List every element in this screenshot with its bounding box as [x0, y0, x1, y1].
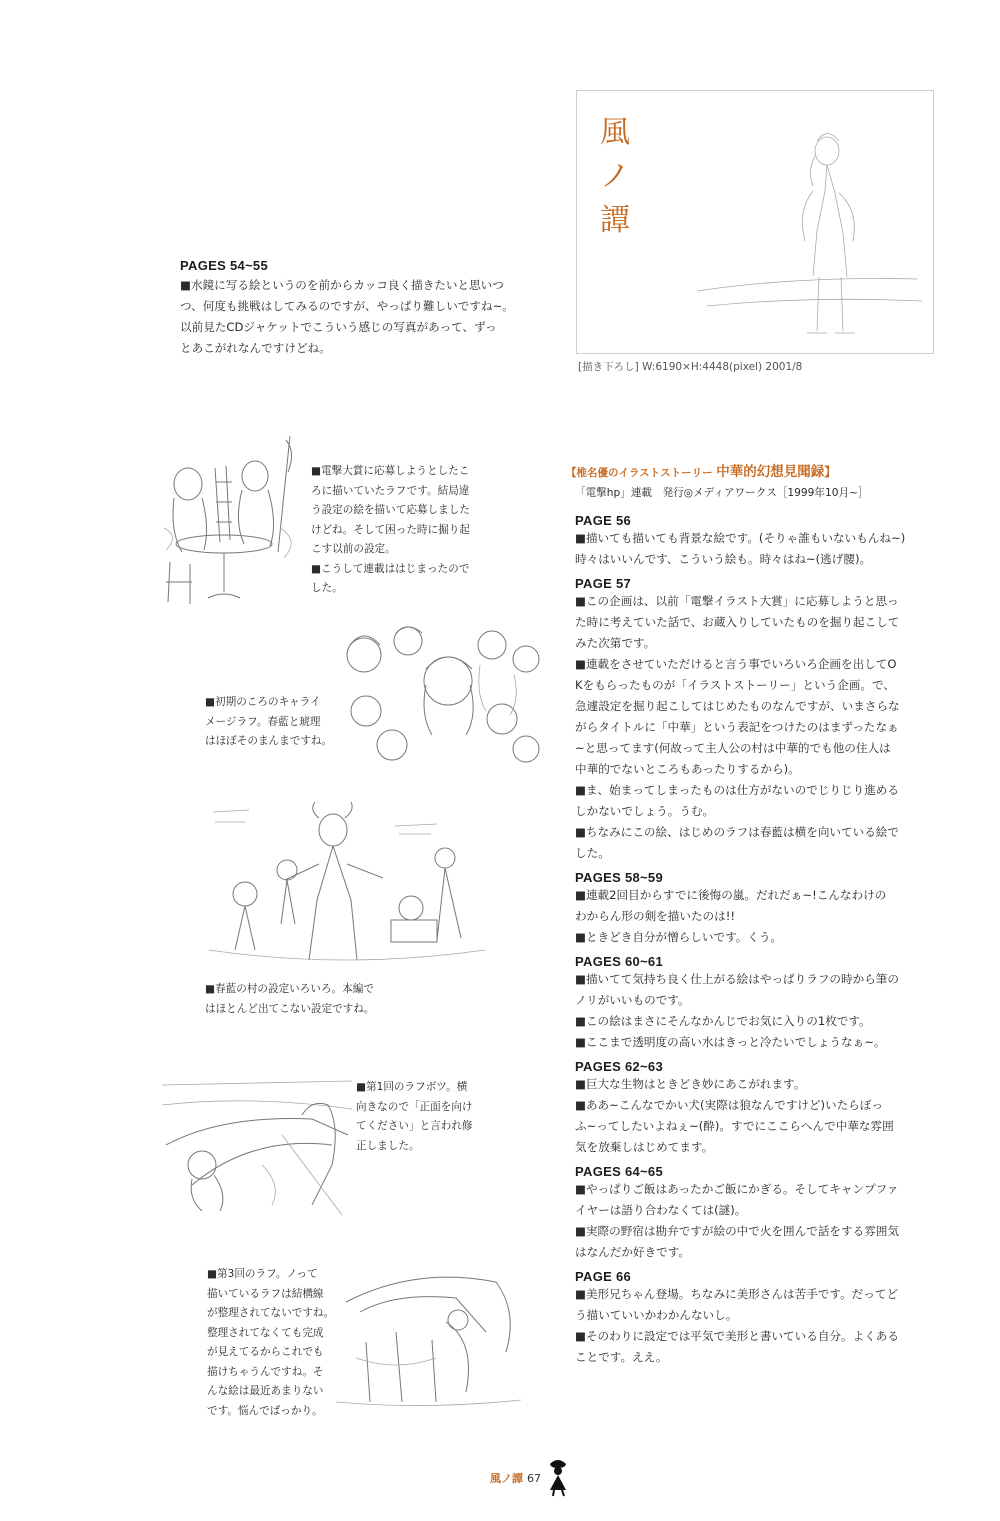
sketch-village-setting [205, 800, 490, 975]
caption-line: ■電撃大賞に応募しようとしたこ [311, 465, 470, 477]
series-info: 「電撃hp」連載 発行◎メディアワークス［1999年10月~］ [575, 487, 869, 499]
caption-line: ■第3回のラフ。ノって [207, 1268, 318, 1280]
text-line: がらタイトルに「中華」という表記をつけたのはまずったなぁ [575, 720, 899, 734]
sketch-character-faces [340, 615, 545, 773]
series-title [566, 460, 836, 480]
text-line: はなんだか好きです。 [575, 1245, 691, 1259]
caption-line: です。悩んでばっかり。 [207, 1404, 323, 1417]
caption-line: ■こうして連載ははじまったので [311, 562, 470, 575]
section-heading: PAGES 64~65 [575, 1164, 663, 1179]
section-body [180, 275, 560, 359]
sketch-third-rough [336, 1262, 521, 1410]
caption-line: 描いているラフは結構線 [207, 1287, 324, 1300]
caption-line: こす以前の設定。 [311, 543, 396, 555]
section-page-66 [575, 1269, 955, 1368]
text-line: 以前見たCDジャケットでこういう感じの写真があって、ずっ [180, 320, 497, 334]
section-page-56 [575, 513, 955, 570]
text-line: ■描いても描いても背景な絵です。(そりゃ誰もいないもんね~) [575, 531, 906, 545]
text-line: 中華的でないところもあったりするから)。 [575, 762, 800, 776]
text-line: した。 [575, 846, 610, 860]
sketch-caption-5 [207, 1265, 342, 1421]
text-line: ■実際の野宿は勘弁ですが絵の中で火を囲んで話をする雰囲気 [575, 1224, 899, 1238]
text-line: つ、何度も挑戦はしてみるのですが、やっぱり難しいですね~。 [180, 299, 514, 313]
text-line: とあこがれなんですけどね。 [180, 341, 331, 355]
sketch-caption-2 [205, 693, 345, 752]
text-line: ■美形兄ちゃん登場。ちなみに美形さんは苦手です。だってど [575, 1287, 899, 1301]
text-line: ■この絵はまさにそんなかんじでお気に入りの1枚です。 [575, 1014, 871, 1028]
text-line: ■ここまで透明度の高い水はきっと冷たいでしょうなぁ~。 [575, 1035, 886, 1049]
series-title-suffix: 】 [824, 465, 837, 479]
featured-caption [578, 358, 802, 378]
caption-line: はほぼそのまんまですね。 [205, 735, 333, 747]
title-char: 風 [600, 115, 630, 150]
section-heading: PAGE 66 [575, 1269, 632, 1284]
caption-line: はほとんど出てこない設定ですね。 [205, 1002, 375, 1015]
featured-title [595, 111, 635, 243]
title-char: ノ [600, 159, 630, 194]
text-line: わからん形の剣を描いたのは!! [575, 909, 736, 923]
text-line: ■連載をさせていただけると言う事でいろいろ企画を出してO [575, 657, 897, 671]
text-line: ■水鏡に写る絵というのを前からカッコ良く描きたいと思いつ [180, 278, 504, 292]
text-line: た時に考えていた話で、お蔵入りしていたものを掘り起こして [575, 615, 900, 629]
text-line: ■ときどき自分が憎らしいです。くう。 [575, 930, 783, 944]
text-line: 気を放棄しはじめてます。 [575, 1140, 714, 1154]
section-body [575, 969, 955, 1053]
section-page-57 [575, 576, 955, 864]
caption-line: ■初期のころのキャライ [205, 696, 321, 708]
text-line: ■この企画は、以前「電撃イラスト大賞」に応募しようと思っ [575, 594, 899, 608]
caption-line: 向きなので「正面を向け [356, 1100, 473, 1113]
caption-line: 整理されてなくても完成 [207, 1326, 324, 1339]
section-pages-54-55 [180, 258, 560, 359]
text-line: みた次第です。 [575, 636, 656, 650]
sketch-caption-3 [205, 980, 425, 1019]
caption-line: ■第1回のラフボツ。横 [356, 1081, 468, 1093]
caption-line: んな絵は最近あまりない [207, 1385, 324, 1397]
footer-title: 風ノ譚 [490, 1472, 523, 1485]
section-pages-62-63 [575, 1059, 955, 1158]
sketch-table-scene [160, 432, 305, 608]
sketch-caption-4 [356, 1078, 491, 1156]
section-body [575, 1074, 955, 1158]
page-footer [490, 1458, 571, 1498]
text-line: ノリがいいものです。 [575, 993, 690, 1007]
text-line: ■ちなみにこの絵、はじめのラフは春藍は横を向いている絵で [575, 825, 899, 839]
section-body [575, 885, 955, 948]
section-heading: PAGES 60~61 [575, 954, 663, 969]
caption-tag: [描き下ろし] [578, 361, 639, 373]
text-line: ふ~ってしたいよねぇ~(酔)。すでにここらへんで中華な雰囲 [575, 1119, 894, 1133]
text-line: 急遽設定を掘り起こしてはじめたものなんですが、いまさらな [575, 699, 900, 713]
footer-mascot-icon [545, 1458, 571, 1498]
caption-line: う設定の絵を描いて応募しました [311, 504, 470, 516]
section-heading: PAGES 58~59 [575, 870, 663, 885]
caption-line: けどね。そして困った時に掘り起 [311, 523, 470, 536]
section-body [575, 1179, 955, 1263]
series-title-main: 中華的幻想見聞録 [716, 464, 825, 480]
section-pages-60-61 [575, 954, 955, 1053]
section-body [575, 591, 955, 864]
series-title-prefix: 【椎名優のイラストストーリー [566, 467, 717, 479]
text-line: ■連載2回目からすでに後悔の嵐。だれだぁ~!こんなわけの [575, 888, 887, 902]
sketch-caption-1 [311, 462, 493, 599]
text-line: イヤーは語り合わなくては(謎)。 [575, 1203, 747, 1217]
text-line: ■描いてて気持ち良く仕上がる絵はやっぱりラフの時から筆の [575, 972, 899, 986]
text-line: ■巨大な生物はときどき妙にあこがれます。 [575, 1077, 806, 1091]
sketch-rejected-rough [162, 1075, 352, 1217]
text-line: ~と思ってます(何故って主人公の村は中華的でも他の住人は [575, 741, 891, 755]
text-line: しかないでしょう。うむ。 [575, 804, 715, 818]
right-column [575, 513, 955, 1368]
text-line: Kをもらったものが「イラストストーリー」という企画。で、 [575, 678, 895, 692]
caption-line: が整理されてないですね。 [207, 1307, 335, 1319]
section-pages-58-59 [575, 870, 955, 948]
text-line: ■ああ~こんなでかい犬(実際は狼なんですけど)いたらぼっ [575, 1098, 883, 1112]
featured-illustration [576, 90, 934, 354]
caption-line: ろに描いていたラフです。結局違 [311, 484, 470, 497]
section-pages-64-65 [575, 1164, 955, 1263]
caption-line: 描けちゃうんですね。そ [207, 1365, 324, 1378]
caption-line: メージラフ。春藍と琥理 [205, 715, 321, 728]
section-body [575, 528, 955, 570]
section-heading: PAGE 56 [575, 513, 632, 528]
caption-line: ■春藍の村の設定いろいろ。本編で [205, 983, 374, 995]
text-line: う描いていいかわかんないし。 [575, 1308, 738, 1322]
text-line: ことです。ええ。 [575, 1350, 668, 1364]
text-line: ■ま、始まってしまったものは仕方がないのでじりじり進める [575, 783, 899, 797]
caption-line: した。 [311, 582, 343, 594]
caption-line: てください」と言われ修 [356, 1120, 473, 1132]
section-heading: PAGE 57 [575, 576, 632, 591]
caption-line: 正しました。 [356, 1139, 420, 1152]
caption-dimensions: W:6190×H:4448(pixel) 2001/8 [638, 361, 803, 373]
featured-sketch [677, 101, 927, 351]
section-body [575, 1284, 955, 1368]
text-line: 時々はいいんです、こういう絵も。時々はね~(逃げ腰)。 [575, 552, 872, 566]
title-char: 譚 [600, 203, 630, 238]
section-heading: PAGES 62~63 [575, 1059, 663, 1074]
text-line: ■やっぱりご飯はあったかご飯にかぎる。そしてキャンプファ [575, 1182, 899, 1196]
text-line: ■そのわりに設定では平気で美形と書いている自分。よくある [575, 1329, 899, 1343]
section-heading: PAGES 54~55 [180, 258, 268, 273]
caption-line: が見えてるからこれでも [207, 1346, 324, 1358]
footer-page-number: 67 [527, 1471, 541, 1485]
